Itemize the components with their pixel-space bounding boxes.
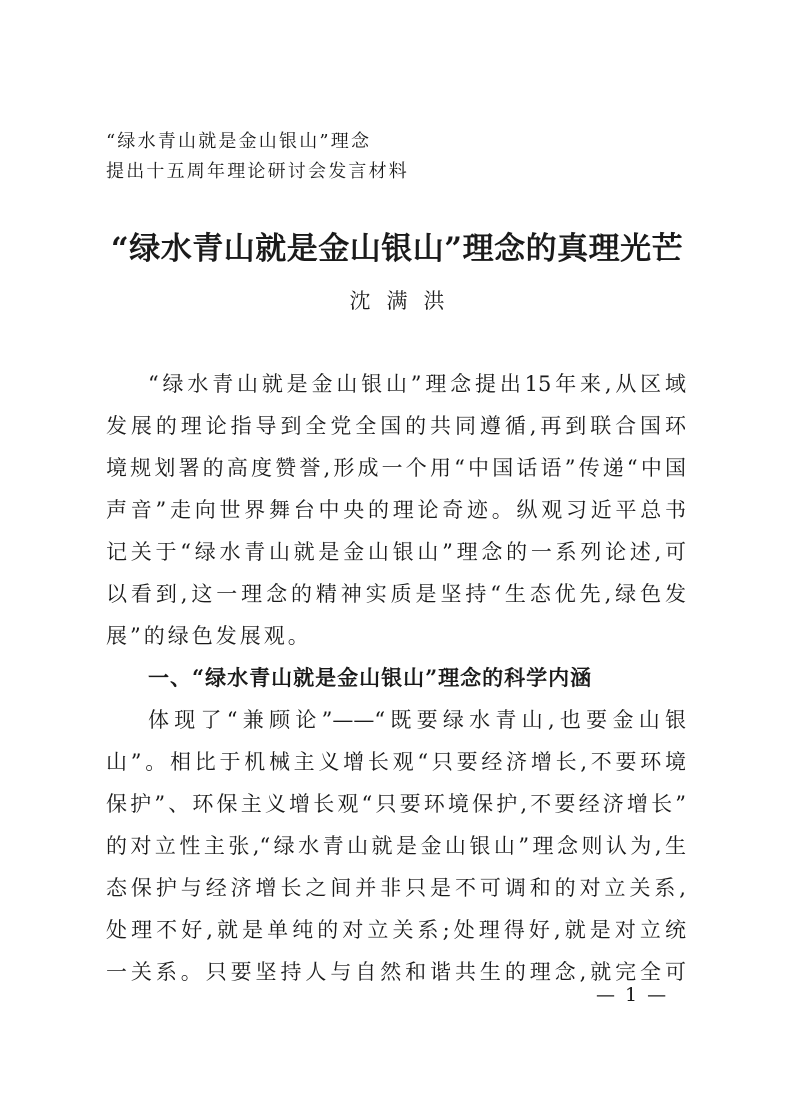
paragraph-line: 展”的绿色发展观。 — [106, 624, 312, 648]
paragraph-line: 山”。相比于机械主义增长观“只要经济增长,不要环境 — [106, 750, 686, 774]
document-title: “绿水青山就是金山银山”理念的真理光芒 — [110, 231, 684, 267]
section-heading: 一、“绿水青山就是金山银山”理念的科学内涵 — [148, 665, 593, 690]
page-number: — 1 — — [596, 984, 669, 1006]
author-name: 沈满洪 — [349, 289, 461, 313]
header-line-2: 提出十五周年理论研讨会发言材料 — [106, 161, 409, 182]
paragraph-line: 一关系。只要坚持人与自然和谐共生的理念,就完全可 — [106, 960, 686, 984]
paragraph-line: 以看到,这一理念的精神实质是坚持“生态优先,绿色发 — [106, 582, 686, 606]
paragraph-line: 的对立性主张,“绿水青山就是金山银山”理念则认为,生 — [106, 834, 686, 858]
paragraph-line: 境规划署的高度赞誉,形成一个用“中国话语”传递“中国 — [106, 456, 686, 480]
paragraph-line: 声音”走向世界舞台中央的理论奇迹。纵观习近平总书 — [106, 498, 686, 522]
header-line-1: “绿水青山就是金山银山”理念 — [106, 131, 372, 152]
paragraph-line: 体现了“兼顾论”——“既要绿水青山,也要金山银 — [148, 708, 686, 732]
paragraph-line: 保护”、环保主义增长观“只要环境保护,不要经济增长” — [106, 792, 686, 816]
paragraph-line: 记关于“绿水青山就是金山银山”理念的一系列论述,可 — [106, 540, 686, 564]
paragraph-line: 态保护与经济增长之间并非只是不可调和的对立关系, — [106, 876, 686, 900]
paragraph-line: 发展的理论指导到全党全国的共同遵循,再到联合国环 — [106, 414, 686, 438]
paragraph-line: “绿水青山就是金山银山”理念提出15年来,从区域 — [148, 372, 686, 396]
paragraph-line: 处理不好,就是单纯的对立关系;处理得好,就是对立统 — [106, 918, 686, 942]
